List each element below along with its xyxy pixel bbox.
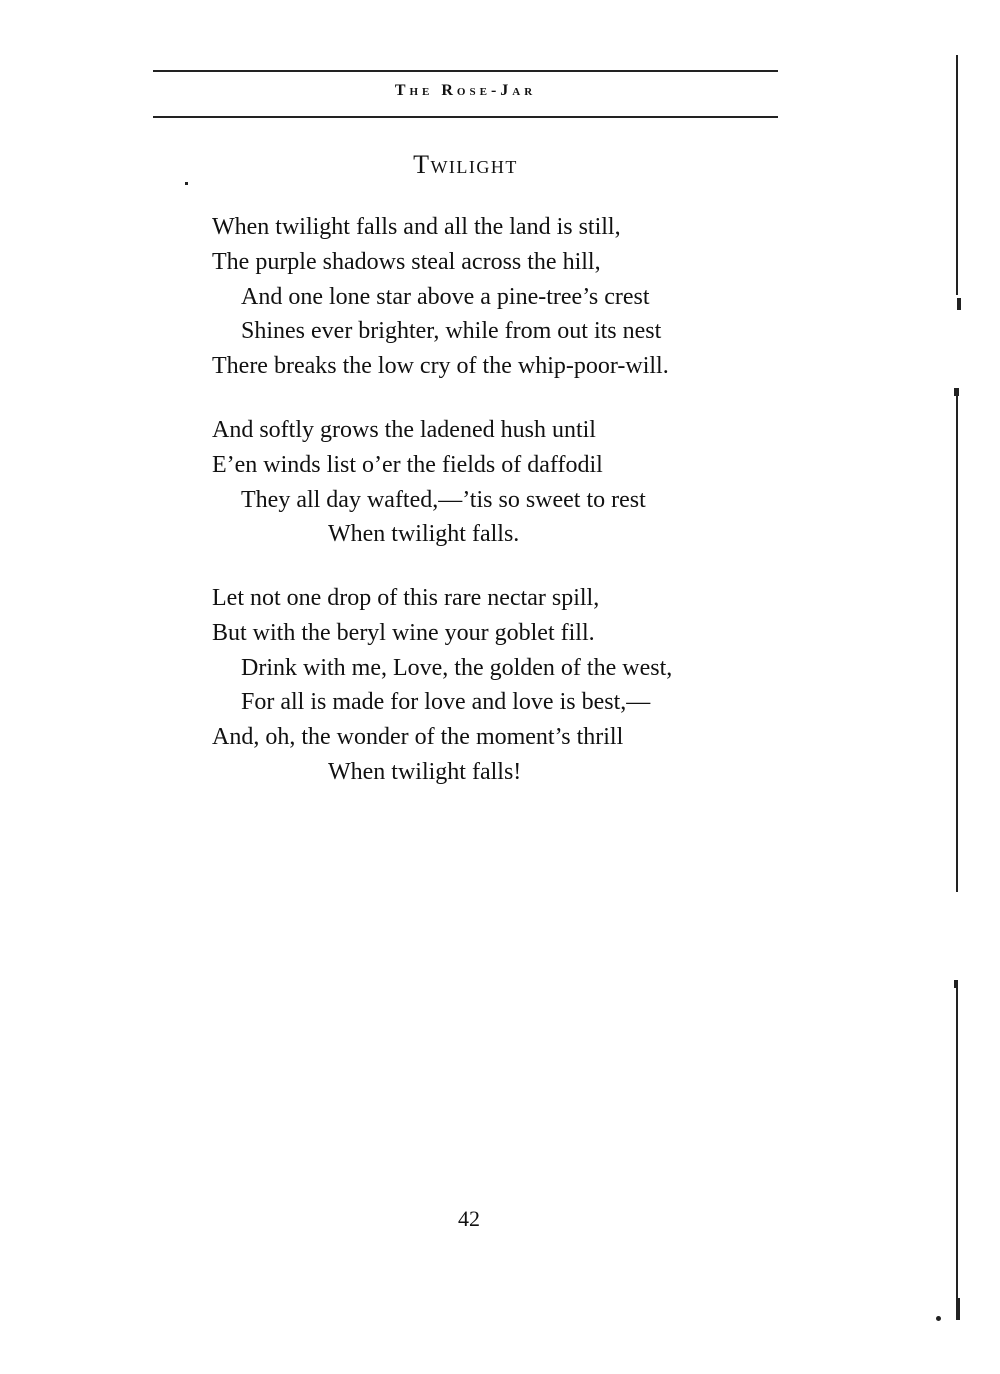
poem-line: For all is made for love and love is best,— (241, 689, 651, 716)
poem-line: When twilight falls and all the land is still, (212, 214, 621, 240)
poem-title: Twilight (413, 150, 518, 179)
scan-speck (954, 388, 959, 396)
scan-edge-line (956, 392, 958, 892)
scan-speck (957, 298, 961, 310)
poem-line: When twilight falls! (328, 758, 522, 785)
poem-line: E’en winds list o’er the fields of daffodil (212, 451, 603, 478)
header-rule-bottom (153, 116, 778, 118)
poem-line: But with the beryl wine your goblet fill. (212, 619, 595, 646)
scan-speck (185, 182, 188, 185)
poem-line: There breaks the low cry of the whip-poor-will. (212, 353, 669, 380)
poem-line: The purple shadows steal across the hill, (212, 248, 601, 275)
stanza-2 (212, 413, 812, 552)
scan-edge-line (956, 985, 958, 1315)
poem-line: And, oh, the wonder of the moment’s thrill (212, 724, 624, 751)
poem-line: They all day wafted,—’tis so sweet to rest (241, 486, 646, 513)
running-head: The Rose-Jar (394, 82, 537, 99)
poem-line: And softly grows the ladened hush until (212, 417, 596, 443)
scan-speck (956, 1298, 960, 1320)
poem-line: And one lone star above a pine-tree’s crest (241, 283, 650, 310)
page-number: 42 (458, 1206, 480, 1231)
scan-edge-line (956, 55, 958, 295)
stanza-1 (212, 210, 812, 384)
stanza-3 (212, 581, 812, 790)
header-rule-top (153, 70, 778, 72)
poem-line: Let not one drop of this rare nectar spill, (212, 585, 600, 611)
scan-speck (954, 980, 958, 988)
poem-line: Shines ever brighter, while from out its nest (241, 318, 662, 345)
poem-line: When twilight falls. (328, 521, 520, 548)
scan-speck (936, 1316, 941, 1321)
poem-line: Drink with me, Love, the golden of the west, (241, 654, 673, 681)
